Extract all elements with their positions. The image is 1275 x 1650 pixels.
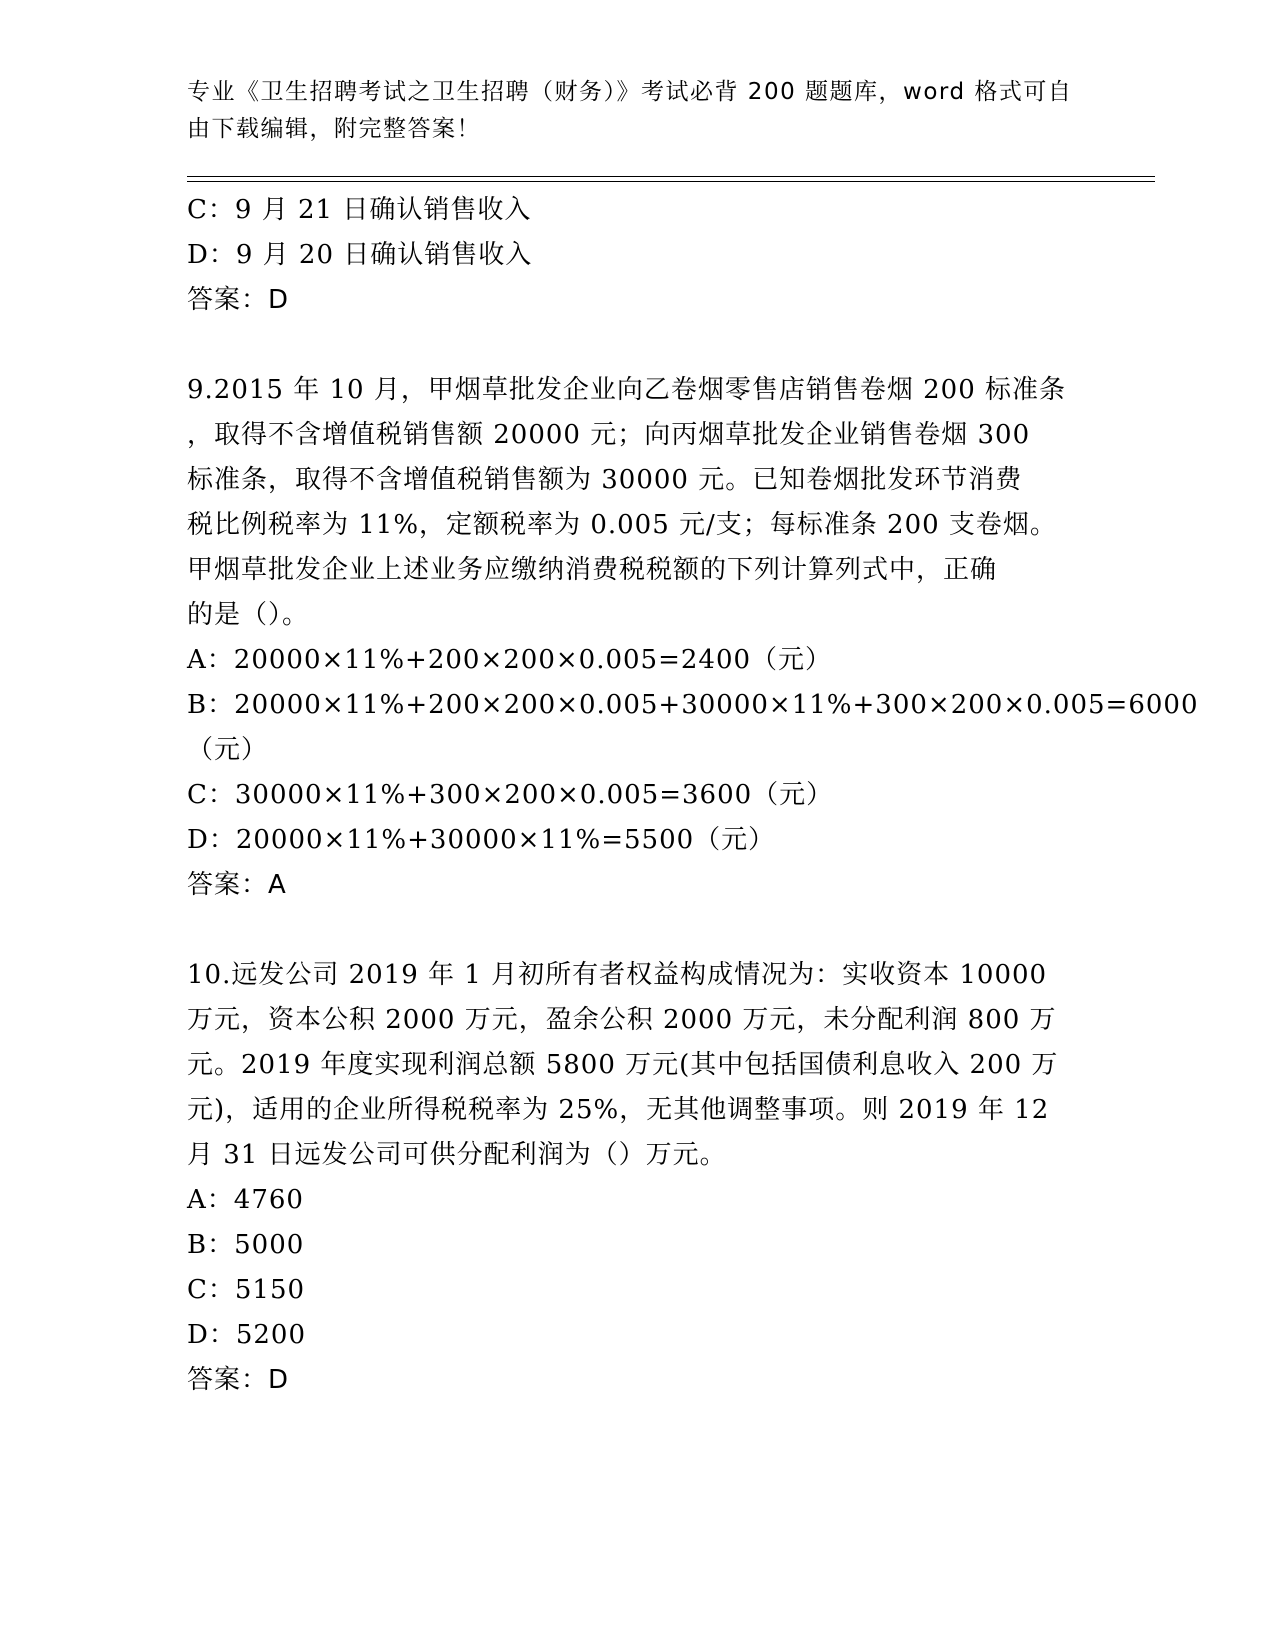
- question-text-line: 月 31 日远发公司可供分配利润为（）万元。: [187, 1140, 727, 1170]
- header-title-line-1: 专业《卫生招聘考试之卫生招聘（财务）》考试必背 200 题题库，word 格式可自: [187, 79, 1073, 105]
- option-d: D：5200: [187, 1320, 307, 1350]
- answer: 答案：D: [187, 285, 290, 315]
- question-9: [187, 368, 1199, 908]
- question-text-line: ，取得不含增值税销售额 20000 元；向丙烟草批发企业销售卷烟 300: [187, 420, 1031, 450]
- option-a: A：4760: [187, 1185, 304, 1215]
- question-text-line: 元。2019 年度实现利润总额 5800 万元(其中包括国债利息收入 200 万: [187, 1050, 1059, 1080]
- option-c: C：9 月 21 日确认销售收入: [187, 195, 532, 225]
- answer: 答案：D: [187, 1365, 290, 1395]
- question-text-line: 10.远发公司 2019 年 1 月初所有者权益构成情况为：实收资本 10000: [187, 960, 1048, 990]
- question-text-line: 元)，适用的企业所得税税率为 25%，无其他调整事项。则 2019 年 12: [187, 1095, 1050, 1125]
- question-text-line: 税比例税率为 11%，定额税率为 0.005 元/支；每标准条 200 支卷烟。: [187, 510, 1057, 540]
- previous-question-tail: [187, 188, 1087, 323]
- question-10: [187, 953, 1087, 1403]
- question-text-line: 标准条，取得不含增值税销售额为 30000 元。已知卷烟批发环节消费: [187, 465, 1023, 495]
- header-divider-bottom: [187, 181, 1155, 182]
- option-d: D：9 月 20 日确认销售收入: [187, 240, 533, 270]
- option-c: C：30000×11%+300×200×0.005=3600（元）: [187, 780, 834, 810]
- spacer: [187, 323, 1087, 368]
- option-c: C：5150: [187, 1275, 306, 1305]
- question-text-line: 万元，资本公积 2000 万元，盈余公积 2000 万元，未分配利润 800 万: [187, 1005, 1057, 1035]
- document-header: [187, 74, 1087, 148]
- question-text-line: 的是（）。: [187, 600, 310, 630]
- option-b: B：5000: [187, 1230, 305, 1260]
- document-body: [187, 188, 1199, 1403]
- question-text-line: 甲烟草批发企业上述业务应缴纳消费税税额的下列计算列式中，正确: [187, 555, 998, 585]
- option-b-line-1: B：20000×11%+200×200×0.005+30000×11%+300×200×0.005=6000: [187, 690, 1199, 720]
- question-text-line: 9.2015 年 10 月，甲烟草批发企业向乙卷烟零售店销售卷烟 200 标准条: [187, 375, 1067, 405]
- option-b-line-2: （元）: [187, 735, 269, 765]
- option-a: A：20000×11%+200×200×0.005=2400（元）: [187, 645, 833, 675]
- option-d: D：20000×11%+30000×11%=5500（元）: [187, 825, 776, 855]
- answer: 答案：A: [187, 870, 287, 900]
- header-title-line-2: 由下载编辑，附完整答案！: [187, 116, 481, 142]
- spacer: [187, 908, 1087, 953]
- header-divider-top: [187, 176, 1155, 177]
